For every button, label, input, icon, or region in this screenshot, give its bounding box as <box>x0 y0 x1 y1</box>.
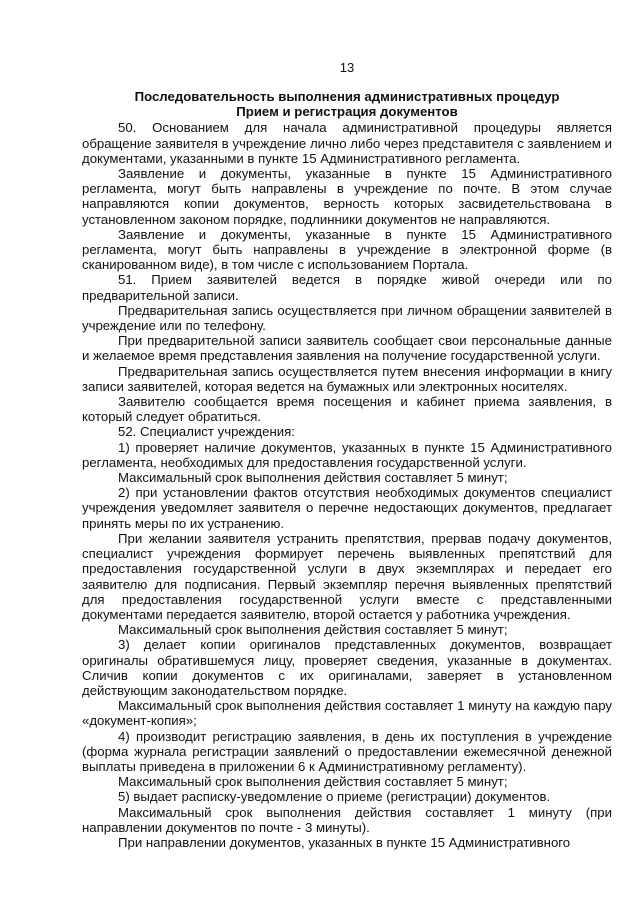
paragraph: При желании заявителя устранить препятствия, прервав подачу документов, специалист учреждения формирует перечень выявленных препятствий для предоставления государственной услуги в двух экземплярах и передает его заявителю для подписания. Первый экземпляр перечня выявленных препятствий для предоставления государственной услуги вместе с представленными документами передается заявителю, второй остается у работника учреждения. <box>82 530 612 622</box>
paragraph: 4) производит регистрацию заявления, в день их поступления в учреждение (форма журнала регистрации заявлений о предоставлении ежемесячной денежной выплаты приведена в приложении 6 к Административному регламенту). <box>82 728 612 774</box>
paragraph: Предварительная запись осуществляется при личном обращении заявителей в учреждение или по телефону. <box>82 302 612 334</box>
body-text <box>82 120 612 850</box>
paragraph: 52. Специалист учреждения: <box>118 424 295 440</box>
paragraph: Заявление и документы, указанные в пункте 15 Административного регламента, могут быть направлены в учреждение по почте. В этом случае направляются копии документов, верность которых засвидетельствована в установленном законом порядке, подлинники документов не направляются. <box>82 166 612 227</box>
paragraph: 3) делает копии оригиналов представленных документов, возвращает оригиналы обратившемуся лицу, проверяет сведения, указанные в документах. Сличив копии документов с их оригиналами, заверяет в установленном действующим законодательством порядке. <box>82 637 612 698</box>
paragraph: Заявление и документы, указанные в пункте 15 Административного регламента, могут быть направлены в учреждение в электронной форме (в сканированном виде), в том числе с использованием Портала. <box>82 226 612 273</box>
paragraph: Максимальный срок выполнения действия составляет 5 минут; <box>118 470 508 486</box>
paragraph: Максимальный срок выполнения действия составляет 5 минут; <box>118 622 508 638</box>
paragraph: Заявителю сообщается время посещения и кабинет приема заявления, в который следует обратиться. <box>82 394 612 425</box>
paragraph: 5) выдает расписку-уведомление о приеме (регистрации) документов. <box>118 789 551 805</box>
paragraph: 1) проверяет наличие документов, указанных в пункте 15 Административного регламента, необходимых для предоставления государственной услуги. <box>82 439 612 470</box>
paragraph: 51. Прием заявителей ведется в порядке живой очереди или по предварительной записи. <box>82 272 612 303</box>
paragraph: Максимальный срок выполнения действия составляет 1 минуту на каждую пару «документ-копия»; <box>82 698 612 729</box>
section-title: Последовательность выполнения административных процедур <box>134 89 560 104</box>
paragraph: 2) при установлении фактов отсутствия необходимых документов специалист учреждения уведомляет заявителя о перечне недостающих документов, предлагает принять меры по их устранению. <box>82 485 612 531</box>
page-number: 13 <box>339 60 355 75</box>
paragraph: При направлении документов, указанных в пункте 15 Административного <box>118 834 571 850</box>
paragraph: Предварительная запись осуществляется путем внесения информации в книгу записи заявителей, которая ведется на бумажных или электронных носителях. <box>82 363 612 394</box>
subsection-title: Прием и регистрация документов <box>236 104 458 120</box>
paragraph: 50. Основанием для начала административной процедуры является обращение заявителя в учреждение лично либо через представителя с заявлением и документами, указанными в пункте 15 Административного регламента. <box>82 120 612 166</box>
paragraph: Максимальный срок выполнения действия составляет 5 минут; <box>118 774 508 790</box>
paragraph: При предварительной записи заявитель сообщает свои персональные данные и желаемое время представления заявления на получение государственной услуги. <box>82 333 612 364</box>
paragraph: Максимальный срок выполнения действия составляет 1 минуту (при направлении документов по почте - 3 минуты). <box>82 804 612 835</box>
